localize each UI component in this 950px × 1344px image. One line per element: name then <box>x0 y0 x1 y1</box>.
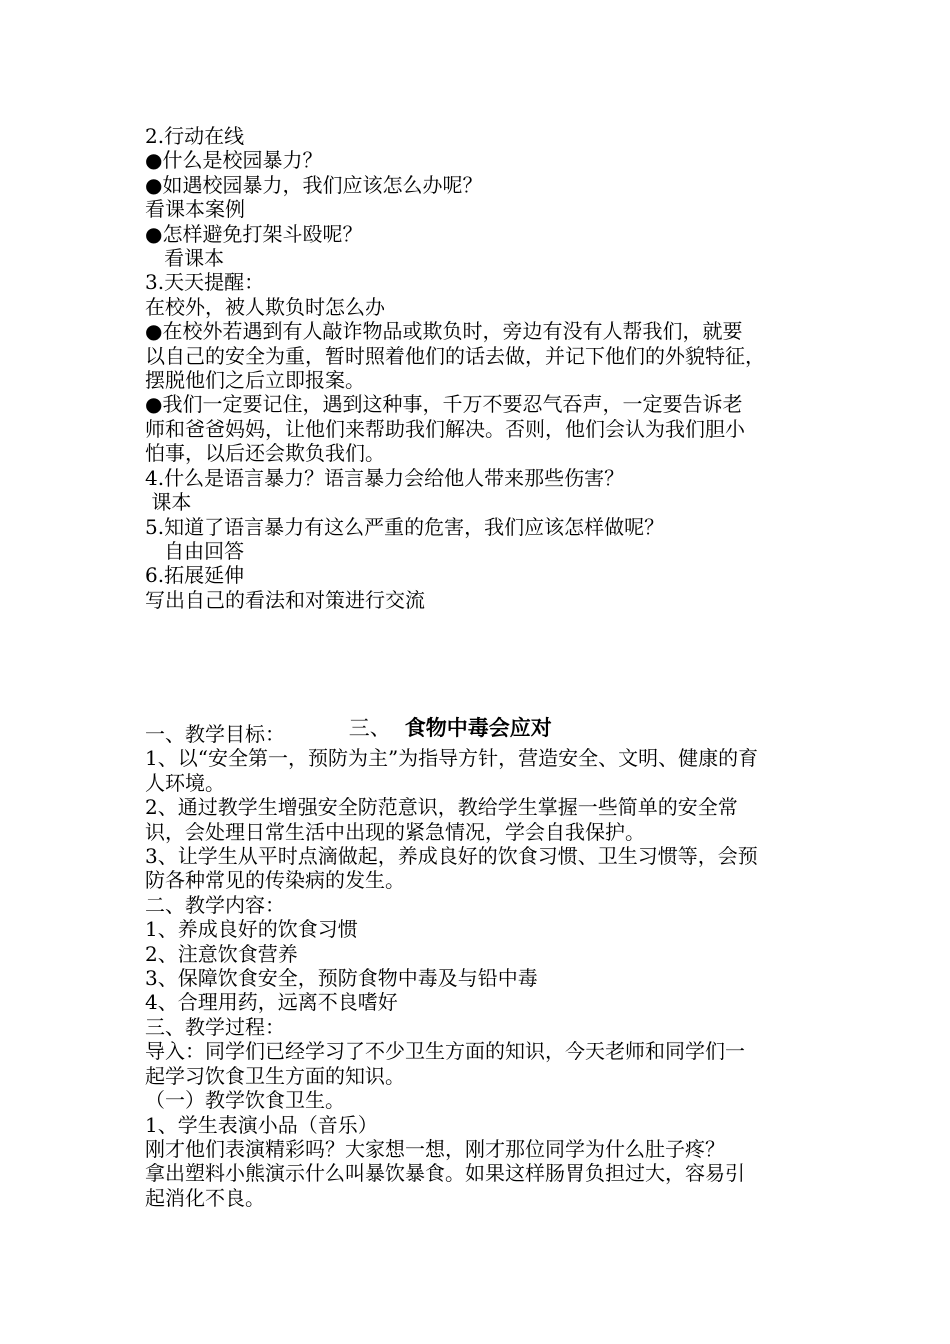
text-line: 起消化不良。 <box>145 1185 265 1210</box>
text-line: 以自己的安全为重，暂时照着他们的话去做，并记下他们的外貌特征， <box>145 343 765 368</box>
text-line: 4、合理用药，远离不良嗜好 <box>145 990 398 1015</box>
text-line: 2、注意饮食营养 <box>145 941 298 966</box>
text-line: ●什么是校园暴力？ <box>145 148 323 173</box>
text-line: 拿出塑料小熊演示什么叫暴饮暴食。如果这样肠胃负担过大，容易引 <box>145 1161 745 1186</box>
text-line: 2.行动在线 <box>145 124 245 148</box>
text-line: 师和爸爸妈妈，让他们来帮助我们解决。否则，他们会认为我们胆小 <box>145 416 745 441</box>
text-line: ●在校外若遇到有人敲诈物品或欺负时，旁边有没有人帮我们，就要 <box>145 319 743 344</box>
text-line: ●怎样避免打架斗殴呢？ <box>145 221 363 246</box>
text-line: ●如遇校园暴力，我们应该怎么办呢？ <box>145 172 483 197</box>
text-line: 3、保障饮食安全，预防食物中毒及与铅中毒 <box>145 966 538 991</box>
text-line: 1、学生表演小品（音乐） <box>145 1112 378 1137</box>
text-line: 写出自己的看法和对策进行交流 <box>145 587 425 612</box>
text-line: 起学习饮食卫生方面的知识。 <box>145 1063 405 1088</box>
text-line: 1、养成良好的饮食习惯 <box>145 917 358 942</box>
text-line: 1、以“安全第一，预防为主”为指导方针，营造安全、文明、健康的育 <box>145 746 759 771</box>
text-line: 5.知道了语言暴力有这么严重的危害，我们应该怎样做呢？ <box>145 514 665 539</box>
text-line: 三、教学过程： <box>145 1014 285 1039</box>
section-heading-title: 食物中毒会应对 <box>404 716 552 740</box>
text-line: 防各种常见的传染病的发生。 <box>145 868 405 893</box>
text-line: 6.拓展延伸 <box>145 563 245 588</box>
text-line: 3、让学生从平时点滴做起，养成良好的饮食习惯、卫生习惯等，会预 <box>145 844 758 869</box>
food-poisoning-lesson-section <box>145 722 825 1210</box>
text-line: 看课本案例 <box>145 197 245 222</box>
text-line: （一）教学饮食卫生。 <box>145 1088 345 1113</box>
text-line: 看课本 <box>145 246 225 271</box>
text-line: 二、教学内容： <box>145 892 285 917</box>
text-line: 人环境。 <box>145 770 225 795</box>
text-line: 刚才他们表演精彩吗？大家想一想，刚才那位同学为什么肚子疼？ <box>145 1136 725 1161</box>
text-line: 自由回答 <box>145 538 245 563</box>
text-line: 一、教学目标： <box>145 722 285 746</box>
lesson-activities-section <box>145 124 825 612</box>
text-line: 导入：同学们已经学习了不少卫生方面的知识，今天老师和同学们一 <box>145 1039 745 1064</box>
text-line: 在校外，被人欺负时怎么办 <box>145 294 385 319</box>
text-line: ●我们一定要记住，遇到这种事，千万不要忍气吞声，一定要告诉老 <box>145 392 743 417</box>
text-line: 怕事，以后还会欺负我们。 <box>145 441 385 466</box>
text-line: 课本 <box>145 490 192 515</box>
text-line: 4.什么是语言暴力？语言暴力会给他人带来那些伤害？ <box>145 465 625 490</box>
section-heading-number: 三、 <box>348 716 391 740</box>
text-line: 摆脱他们之后立即报案。 <box>145 368 365 393</box>
text-line: 2、通过教学生增强安全防范意识，教给学生掌握一些简单的安全常 <box>145 795 738 820</box>
text-line: 识，会处理日常生活中出现的紧急情况，学会自我保护。 <box>145 819 645 844</box>
text-line: 3.天天提醒： <box>145 270 265 295</box>
